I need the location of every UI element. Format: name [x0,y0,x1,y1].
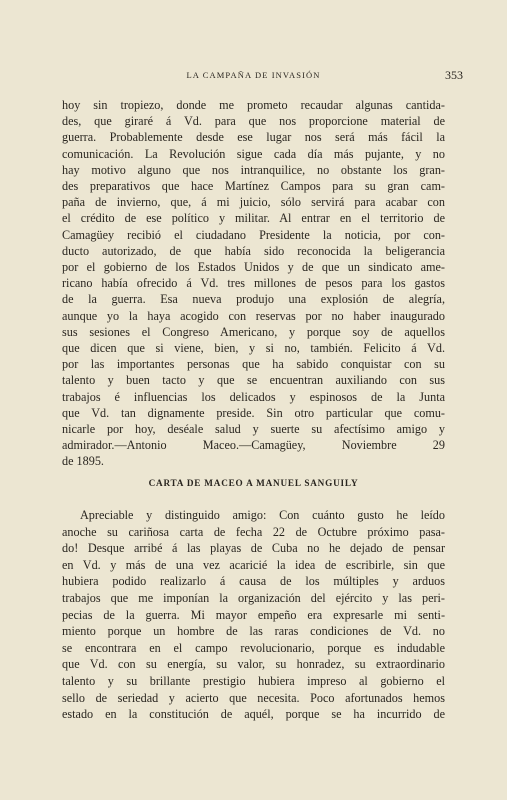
text-line: sello de seriedad y acierto que necesita. Poco afortunados hemos [62,690,445,705]
running-title: LA CAMPAÑA DE INVASIÓN [186,70,321,80]
text-line: trabajos que me imponían la organización del ejército y las peri- [62,591,445,605]
text-line: por las importantes personas que ha sabido conquistar con su [62,357,445,372]
text-line: que Vd. con su energía, su valor, su honradez, su extraordinario [62,657,445,672]
text-line: des preparativos que hace Martínez Campos para su gran cam- [62,179,445,193]
text-line: guerra. Probablemente desde ese lugar nos será más fácil la [62,130,445,145]
signature-line: admirador.—Antonio Maceo.—Camagüey, Noviembre 29 [62,438,445,453]
text-line: se encontrara en el campo revolucionario, porque es indudable [62,640,445,655]
text-line: talento y su brillante prestigio hubiera impreso al gobierno el [62,674,445,688]
running-head [62,68,463,84]
text-line: el crédito de ese político y militar. Al entrar en el territorio de [62,211,445,226]
text-line: trabajos é influencias los delicados y espinosos de la Junta [62,389,445,404]
text-line: estado en la constitución de aquél, porque se ha incurrido de [62,707,445,722]
text-line: nicarle por hoy, deséale salud y suerte su afectísimo amigo y [62,422,445,436]
text-line: Apreciable y distinguido amigo: Con cuánto gusto he leído [80,508,445,522]
text-line: comunicación. La Revolución sigue cada día más pujante, y no [62,146,445,161]
text-line: ricano había ofrecido á Vd. tres millones de pesos para los gastos [62,276,445,291]
page-number: 353 [445,68,463,82]
text-line: aunque yo la haya acogido con reservas por no haber inaugurado [62,308,445,323]
text-line: que Vd. tan dignamente preside. Sin otro particular que comu- [62,405,445,420]
text-line: de la guerra. Esa nueva produjo una explosión de alegría, [62,292,445,307]
date-line: de 1895. [62,454,104,469]
text-line: do! Desque arribé á las playas de Cuba no he dejado de pensar [62,541,445,556]
text-line: ducto autorizado, de que había sido reconocida la beligerancia [62,243,445,258]
text-line: que dicen que si viene, bien, y si no, también. Felicito á Vd. [62,341,445,355]
text-line: paña de invierno, que, á mi juicio, sólo servirá para acabar con [62,195,445,210]
text-line: miento porque un hombre de las raras condiciones de Vd. no [62,624,445,639]
text-line: talento y buen tacto y que se encuentran auxiliando con sus [62,373,445,388]
text-line: pecias de la guerra. Mi mayor empeño era expresarle mi senti- [62,607,445,622]
text-line: por el gobierno de los Estados Unidos y de que un sindicato ame- [62,260,445,274]
text-line: anoche su cariñosa carta de fecha 22 de Octubre próximo pasa- [62,524,445,539]
text-line: hay motivo alguno que nos intranquilice, no obstante los gran- [62,162,445,177]
text-line: des, que giraré á Vd. para que nos proporcione material de [62,114,445,129]
text-line: hubiera podido realizarlo á causa de los múltiples y arduos [62,574,445,589]
text-line: hoy sin tropiezo, donde me prometo recaudar algunas cantida- [62,98,445,112]
text-line: sus sesiones el Congreso Americano, y porque soy de aquellos [62,324,445,339]
section-heading: CARTA DE MACEO A MANUEL SANGUILY [148,478,359,488]
text-line: Camagüey recibió el ciudadano Presidente la noticia, por con- [62,227,445,242]
text-line: en Vd. y más de una vez acaricié la idea de escribirle, sin que [62,557,445,572]
